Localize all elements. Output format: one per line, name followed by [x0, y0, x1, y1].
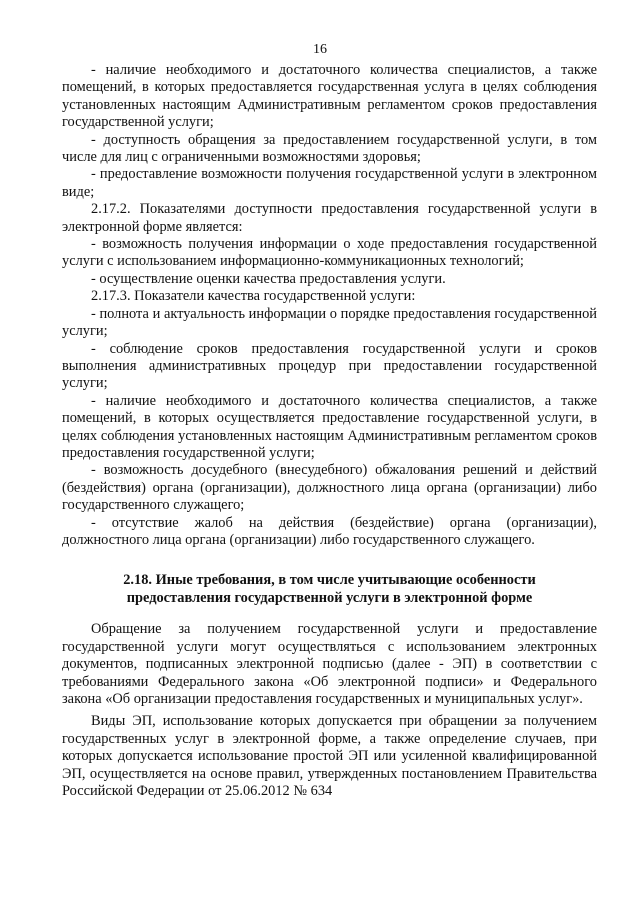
paragraph: - соблюдение сроков предоставления государственной услуги и сроков выполнения административных процедур при предоставлении государственной услуги; [62, 340, 597, 392]
paragraph: - возможность досудебного (внесудебного) обжалования решений и действий (бездействия) органа (организации), должностного лица органа (организации) либо государственного служащего; [62, 462, 597, 514]
paragraph: - наличие необходимого и достаточного количества специалистов, а также помещений, в которых осуществляется предоставление государственной услуги, в целях соблюдения установленных настоящим Административным регламентом сроков предоставления государственной услуги; [62, 392, 597, 461]
section-heading-line: 2.18. Иные требования, в том числе учитывающие особенности [123, 572, 536, 589]
paragraph: Виды ЭП, использование которых допускается при обращении за получением государственных услуг в электронной форме, а также определение случаев, при которых допускается использование простой ЭП или усиленной квалифицированной ЭП, осуществляется на основе правил, утвержденных постановлением Правительства Российской Федерации от 25.06.2012 № 634 [62, 713, 597, 800]
paragraph: - отсутствие жалоб на действия (бездействие) органа (организации), должностного лица органа (организации) либо государственного служащего. [62, 514, 597, 548]
paragraph: - доступность обращения за предоставлением государственной услуги, в том числе для лиц с ограниченными возможностями здоровья; [62, 131, 597, 166]
section-heading-line: предоставления государственной услуги в электронной форме [126, 590, 533, 607]
section-heading [62, 571, 597, 607]
paragraph: - наличие необходимого и достаточного количества специалистов, а также помещений, в которых предоставляется государственная услуга в целях соблюдения установленных настоящим Административным регламентом сроков предоставления государственной услуги; [62, 62, 597, 131]
page-number: 16 [313, 42, 327, 57]
paragraph: 2.17.3. Показатели качества государственной услуги: [91, 288, 416, 305]
paragraph: - полнота и актуальность информации о порядке предоставления государственной услуги; [62, 305, 597, 340]
paragraph: Обращение за получением государственной услуги и предоставление государственной услуги могут осуществляться с использованием электронных документов, подписанных электронной подписью (далее - ЭП) в соответствии с требованиями Федерального закона «Об электронной подписи» и Федерального закона «Об организации предоставления государственных и муниципальных услуг». [62, 621, 597, 707]
document-body [62, 62, 597, 800]
paragraph: - осуществление оценки качества предоставления услуги. [91, 270, 446, 287]
paragraph: - предоставление возможности получения государственной услуги в электронном виде; [62, 166, 597, 200]
paragraph: 2.17.2. Показателями доступности предоставления государственной услуги в электронной форме является: [62, 201, 597, 235]
paragraph: - возможность получения информации о ходе предоставления государственной услуги с использованием информационно-коммуникационных технологий; [62, 236, 597, 270]
